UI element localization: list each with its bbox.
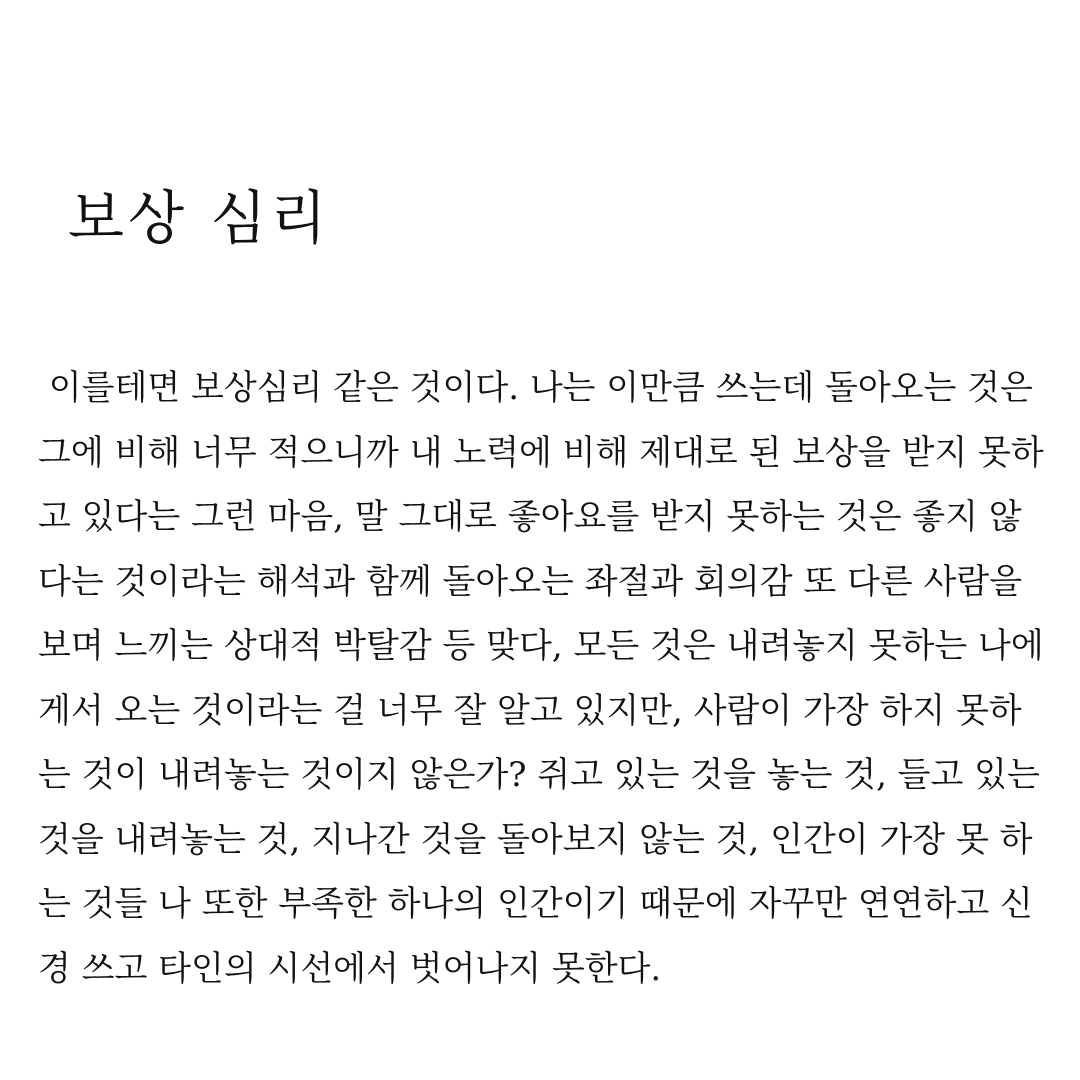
body-line: 것을 내려놓는 것, 지나간 것을 돌아보지 않는 것, 인간이 가장 못 하 bbox=[38, 819, 1033, 860]
body-text bbox=[38, 356, 1048, 1001]
page-title: 보상 심리 bbox=[68, 184, 331, 252]
body-line: 는 것이 내려놓는 것이지 않은가? 쥐고 있는 것을 놓는 것, 들고 있는 bbox=[38, 755, 1040, 795]
body-line: 고 있다는 그런 마음, 말 그대로 좋아요를 받지 못하는 것은 좋지 않 bbox=[38, 497, 1022, 537]
body-line: 보며 느끼는 상대적 박탈감 등 맞다, 모든 것은 내려놓지 못하는 나에 bbox=[38, 626, 1044, 666]
body-line: 그에 비해 너무 적으니까 내 노력에 비해 제대로 된 보상을 받지 못하 bbox=[38, 432, 1044, 473]
body-line: 는 것들 나 또한 부족한 하나의 인간이기 때문에 자꾸만 연연하고 신 bbox=[38, 884, 1033, 924]
body-line: 이를테면 보상심리 같은 것이다. 나는 이만큼 쓰는데 돌아오는 것은 bbox=[38, 368, 1033, 408]
body-line: 다는 것이라는 해석과 함께 돌아오는 좌절과 회의감 또 다른 사람을 bbox=[38, 561, 1023, 602]
body-line: 게서 오는 것이라는 걸 너무 잘 알고 있지만, 사람이 가장 하지 못하 bbox=[38, 690, 1022, 731]
body-line: 경 쓰고 타인의 시선에서 벗어나지 못한다. bbox=[38, 948, 662, 989]
